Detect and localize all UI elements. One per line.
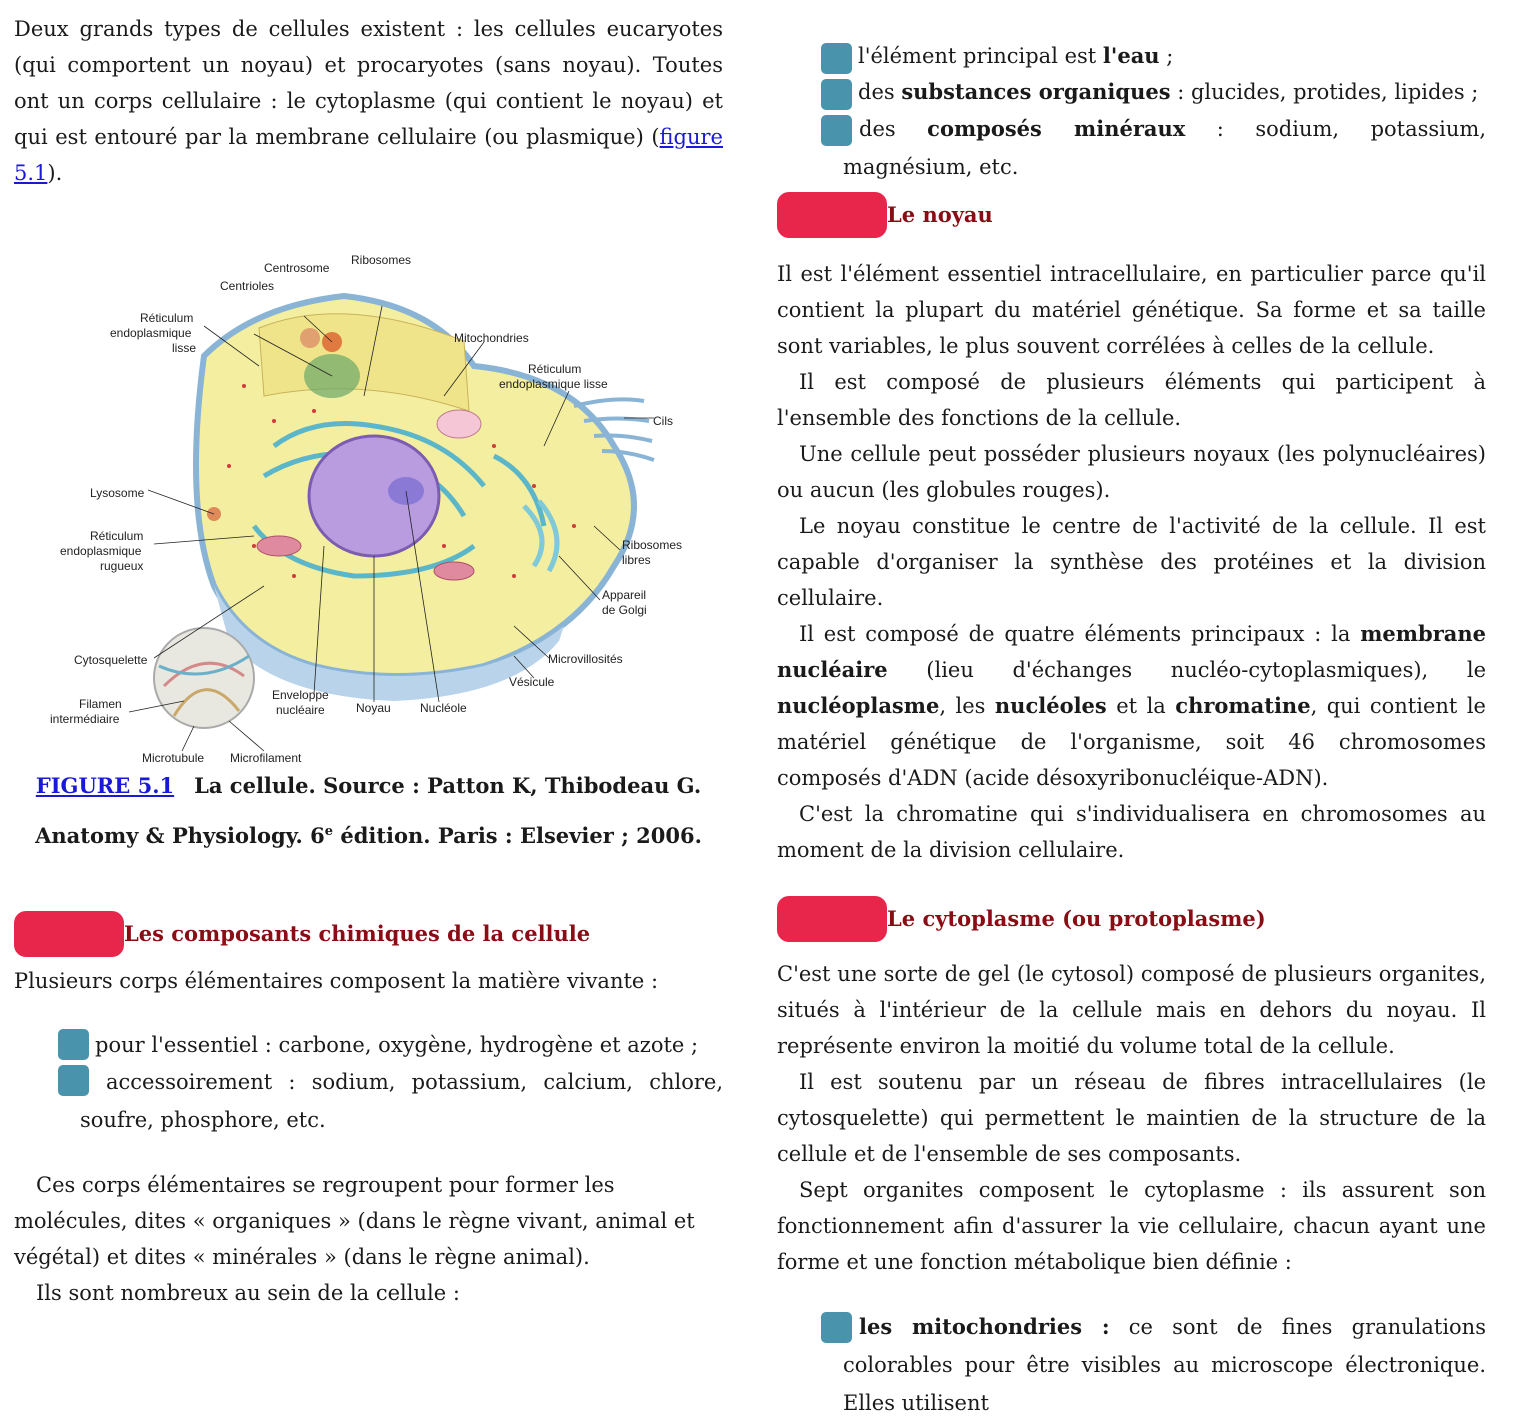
list-item-bold: l'eau <box>1102 43 1160 68</box>
label-rer-1: Réticulum <box>90 529 144 543</box>
chem-list <box>14 1027 723 1139</box>
bullet-square-icon <box>58 1029 89 1060</box>
left-column <box>14 0 723 1311</box>
p5-text: , qui contient le matériel génétique de l'organisme, soit 46 chromosomes composés d'ADN (acide désoxyribonucléique-ADN). <box>777 694 1486 790</box>
label-enveloppe-2: nucléaire <box>276 703 325 717</box>
chem-para1: Ces corps élémentaires se regroupent pour former les molécules, dites « organiques » (dans le règne vivant, animal et végétal) et dites « minérales » (dans le règne animal). <box>14 1173 695 1269</box>
list-item-text: : sodium, potassium, magnésium, etc. <box>843 117 1486 179</box>
list-item-bold: les mitochondries : <box>859 1314 1110 1339</box>
section-heading-chem <box>14 911 723 957</box>
label-golgi-2: de Golgi <box>602 603 647 617</box>
p5-text: , les <box>939 694 995 718</box>
list-item <box>777 1308 1486 1422</box>
label-microfilament: Microfilament <box>230 751 302 765</box>
section-title-chem: Les composants chimiques de la cellule <box>124 921 591 946</box>
label-rel-3: lisse <box>172 341 197 355</box>
chem-lead: Plusieurs corps élémentaires composent la matière vivante : <box>14 969 659 993</box>
p5-bold: nucléoles <box>994 693 1107 718</box>
figure-caption <box>14 763 723 859</box>
section-title-noyau: Le noyau <box>887 202 993 227</box>
label-noyau: Noyau <box>356 701 391 715</box>
section-heading-noyau <box>777 192 1486 238</box>
organelle-list <box>777 1308 1486 1422</box>
noyau-p3: Une cellule peut posséder plusieurs noyaux (les polynucléaires) ou aucun (les globules rouges). <box>777 442 1486 502</box>
label-ribo-libres-1: Ribosomes <box>622 538 683 552</box>
label-rel-r-2: endoplasmique lisse <box>499 377 608 391</box>
cytoskeleton-inset <box>154 628 254 728</box>
list-item-text: ce sont de fines granulations colorables pour être visibles au microscope électronique. Elles utilisent <box>843 1315 1486 1415</box>
label-microtubule: Microtubule <box>142 751 205 765</box>
list-item-text: des <box>858 80 902 104</box>
p5-text: (lieu d'échanges nucléo-cytoplasmiques), le <box>887 658 1486 682</box>
cyto-p1: C'est une sorte de gel (le cytosol) composé de plusieurs organites, situés à l'intérieur de la cellule mais en dehors du noyau. Il représente environ la moitié du volume total de la cellule. <box>777 962 1486 1058</box>
label-microvillosites: Microvillosités <box>548 652 623 666</box>
noyau-p5 <box>777 616 1486 796</box>
caption-line2-end: édition. Paris : Elsevier ; 2006. <box>333 823 702 848</box>
noyau-p6: C'est la chromatine qui s'individualisera en chromosomes au moment de la division cellulaire. <box>777 802 1486 862</box>
label-filamen-2: intermédiaire <box>50 712 120 726</box>
label-nucleole: Nucléole <box>420 701 467 715</box>
section-tag <box>777 192 887 238</box>
section-tag <box>14 911 124 957</box>
section-title-cyto: Le cytoplasme (ou protoplasme) <box>887 906 1266 931</box>
bullet-square-icon <box>821 1312 852 1343</box>
list-item-text: pour l'essentiel : carbone, oxygène, hydrogène et azote ; <box>95 1033 699 1057</box>
vesicle-pink <box>437 410 481 438</box>
chem-para2: Ils sont nombreux au sein de la cellule : <box>36 1281 460 1305</box>
cyto-p2: Il est soutenu par un réseau de fibres intracellulaires (le cytosquelette) qui permettent le maintien de la structure de la cellule et de l'ensemble de ses composants. <box>777 1070 1486 1166</box>
list-item-text: accessoirement : sodium, potassium, calcium, chlore, soufre, phosphore, etc. <box>80 1070 723 1132</box>
list-item <box>777 74 1486 110</box>
caption-sup: e <box>324 824 334 839</box>
label-centrosome: Centrosome <box>264 261 330 275</box>
intro-text: Deux grands types de cellules existent : les cellules eucaryotes (qui comportent un noyau) et procaryotes (sans noyau). Toutes ont un corps cellulaire : le cytoplasme (qui contient le noyau) et qui est entouré par la membrane cellulaire (ou plasmique) ( <box>14 17 723 149</box>
list-item-bold: substances organiques <box>901 79 1171 104</box>
figure-link[interactable]: figure 5.1 <box>14 125 723 185</box>
label-enveloppe-1: Enveloppe <box>272 688 329 702</box>
noyau-p2: Il est composé de plusieurs éléments qui participent à l'ensemble des fonctions de la cellule. <box>777 370 1486 430</box>
label-rel-1: Réticulum <box>140 311 194 325</box>
label-ribosomes: Ribosomes <box>351 253 412 267</box>
label-rel-r-1: Réticulum <box>528 362 582 376</box>
label-rer-3: rugueux <box>100 559 144 573</box>
bullet-square-icon <box>821 43 852 74</box>
intro-text-end: ). <box>47 161 63 185</box>
p5-bold: membrane nucléaire <box>777 621 1486 682</box>
list-item <box>14 1063 723 1139</box>
list-item <box>777 110 1486 186</box>
noyau-p4: Le noyau constitue le centre de l'activité de la cellule. Il est capable d'organiser la synthèse des protéines et la division cellulaire. <box>777 514 1486 610</box>
label-lysosome: Lysosome <box>90 486 145 500</box>
p5-bold: nucléoplasme <box>777 693 940 718</box>
caption-line2: Anatomy & Physiology. 6 <box>35 823 325 848</box>
list-item-text: des <box>859 117 928 141</box>
p5-bold: chromatine <box>1175 693 1311 718</box>
p5-text: Il est composé de quatre éléments principaux : la <box>799 622 1361 646</box>
section-tag <box>777 896 887 942</box>
noyau-p1: Il est l'élément essentiel intracellulaire, en particulier parce qu'il contient la plupart du matériel génétique. Sa forme et sa taille sont variables, le plus souvent corrélées à celles de la cellule. <box>777 262 1486 358</box>
label-mitochondries: Mitochondries <box>454 331 529 345</box>
list-item-text: ; <box>1159 44 1174 68</box>
list-item-text: l'élément principal est <box>858 44 1103 68</box>
list-item-text: : glucides, protides, lipides ; <box>1170 80 1479 104</box>
intro-paragraph <box>14 11 723 191</box>
bullet-square-icon <box>821 115 852 146</box>
list-item <box>14 1027 723 1063</box>
label-ribo-libres-2: libres <box>622 553 651 567</box>
label-rer-2: endoplasmique <box>60 544 142 558</box>
figure-caption-link[interactable]: FIGURE 5.1 <box>35 773 175 798</box>
list-item <box>777 38 1486 74</box>
bullet-square-icon <box>58 1065 89 1096</box>
label-cils: Cils <box>653 414 673 428</box>
label-rel-2: endoplasmique <box>110 326 192 340</box>
list-item-bold: composés minéraux <box>927 116 1186 141</box>
label-cytosquelette: Cytosquelette <box>74 653 148 667</box>
label-vesicule: Vésicule <box>509 675 555 689</box>
cell-diagram <box>14 246 723 766</box>
label-golgi-1: Appareil <box>602 588 647 602</box>
cyto-p3: Sept organites composent le cytoplasme : ils assurent son fonctionnement afin d'assurer la vie cellulaire, chacun ayant une forme et une fonction métabolique bien définie : <box>777 1178 1486 1274</box>
mitochondrion <box>257 536 301 556</box>
section-heading-cyto <box>777 896 1486 942</box>
organic-list <box>777 38 1486 186</box>
right-column <box>777 0 1486 1422</box>
label-filamen-1: Filamen <box>79 697 122 711</box>
p5-text: et la <box>1106 694 1176 718</box>
label-centrioles: Centrioles <box>220 279 275 293</box>
mitochondrion <box>434 562 474 580</box>
bullet-square-icon <box>821 79 852 110</box>
caption-line1: La cellule. Source : Patton K, Thibodeau G. <box>194 773 702 798</box>
